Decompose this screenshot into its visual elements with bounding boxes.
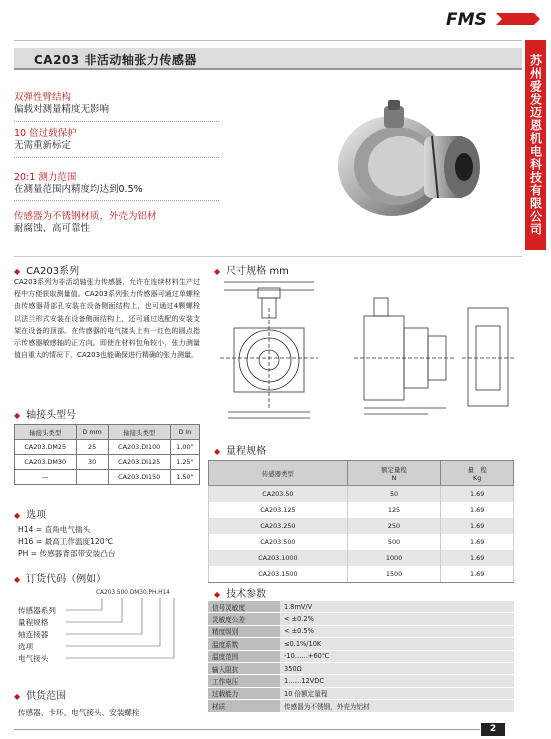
front-view bbox=[220, 282, 318, 418]
table-cell: 1.00" bbox=[170, 440, 199, 455]
page-title: CA203 非活动轴张力传感器 bbox=[34, 53, 197, 67]
table-cell: 125 bbox=[347, 502, 441, 518]
bullet-marker: ◆ bbox=[214, 447, 221, 456]
feature-heading: 双弹性臂结构 bbox=[14, 92, 72, 103]
param-value: < ±0.2% bbox=[280, 613, 514, 625]
feature-heading: 传感器为不锈钢材质，外壳为铝材 bbox=[14, 211, 157, 222]
feature-desc: 耐腐蚀、高可靠性 bbox=[14, 223, 91, 234]
series-title: CA203系列 bbox=[26, 266, 80, 277]
param-name: 输入阻抗 bbox=[208, 662, 280, 674]
series-description: CA203系列为非活动轴张力传感器，允许在连续材料生产过程中方便获取测量值。CA203系列张力传感器可通过单螺栓由传感器背部孔安装在设备侧面结构上，也可通过4颗螺栓以法兰形式安装在设备侧面结构上，还可通过选配的安装支架在设备的顶部。在传感器的电气接头上有一红色的圆点指示传感器敏感轴的正方向。即使在材料包角较小，张力测量值自重大的情况下，CA203也能确保进行精确的张力测量。 bbox=[14, 278, 200, 360]
feature-4 bbox=[14, 211, 157, 235]
page-number: 2 bbox=[481, 723, 505, 736]
shaft-title: 轴接头型号 bbox=[26, 410, 77, 421]
supply-title: 供货范围 bbox=[26, 691, 67, 702]
param-name: 精度级别 bbox=[208, 625, 280, 637]
tech-heading bbox=[214, 585, 266, 600]
table-cell: 1.69 bbox=[441, 502, 514, 518]
column-header: 量 程 Kg bbox=[441, 461, 514, 486]
table-cell: 1.69 bbox=[441, 550, 514, 566]
table-cell: 1.50" bbox=[170, 470, 199, 485]
table-row bbox=[208, 638, 514, 650]
table-row bbox=[209, 566, 514, 583]
order-label: 轴连接器 bbox=[18, 630, 49, 639]
table-row bbox=[208, 662, 514, 674]
options-heading bbox=[14, 506, 46, 521]
table-cell: CA203.DM25 bbox=[15, 440, 77, 455]
option-item: H14 = 直角电气插头 bbox=[18, 525, 91, 534]
feature-heading: 10 倍过载保护 bbox=[14, 128, 77, 139]
tech-table bbox=[208, 601, 514, 713]
table-cell: CA203.DI125 bbox=[108, 455, 170, 470]
range-table bbox=[208, 460, 514, 583]
order-label: 选项 bbox=[18, 642, 34, 651]
range-title: 量程规格 bbox=[226, 446, 267, 457]
feature-divider bbox=[14, 200, 219, 201]
table-cell: 1000 bbox=[347, 550, 441, 566]
feature-heading: 20:1 测力范围 bbox=[14, 172, 77, 183]
table-cell: 1.69 bbox=[441, 518, 514, 534]
table-row bbox=[208, 613, 514, 625]
param-value: < ±0.5% bbox=[280, 625, 514, 637]
series-heading bbox=[14, 262, 79, 277]
shaft-heading bbox=[14, 406, 76, 421]
table-cell: CA203.1000 bbox=[209, 550, 348, 566]
param-name: 工作电压 bbox=[208, 675, 280, 687]
option-item: H16 = 最高工作温度120℃ bbox=[18, 537, 114, 546]
feature-divider bbox=[14, 157, 219, 158]
table-cell: CA203.DM30 bbox=[15, 455, 77, 470]
bullet-marker: ◆ bbox=[14, 411, 21, 420]
fms-logo bbox=[446, 8, 542, 30]
param-name: 温度系数 bbox=[208, 638, 280, 650]
feature-desc: 在测量范围内精度均达到0.5% bbox=[14, 184, 143, 195]
table-row bbox=[209, 550, 514, 566]
param-value: 传感器为不锈钢，外壳为铝材 bbox=[280, 700, 514, 712]
table-cell: 30 bbox=[76, 455, 108, 470]
order-label: 量程规格 bbox=[18, 618, 49, 627]
column-header: 轴接头类型 bbox=[15, 425, 77, 440]
table-row bbox=[15, 440, 200, 455]
table-cell: 50 bbox=[347, 486, 441, 503]
table-cell: CA203.125 bbox=[209, 502, 348, 518]
table-row bbox=[208, 700, 514, 712]
shaft-table bbox=[14, 424, 200, 485]
order-code-example: CA203.500.DM30.PH.H14 bbox=[96, 590, 170, 596]
section-divider bbox=[14, 256, 522, 257]
feature-3 bbox=[14, 172, 143, 196]
fms-logo-text: FMS bbox=[446, 10, 487, 30]
order-label: 传感器系列 bbox=[18, 606, 56, 615]
feature-2 bbox=[14, 128, 77, 152]
dimension-drawing bbox=[214, 278, 518, 424]
supply-heading bbox=[14, 687, 66, 702]
table-cell: 1.69 bbox=[441, 534, 514, 550]
param-value: 350Ω bbox=[280, 662, 514, 674]
table-row bbox=[208, 650, 514, 662]
table-cell bbox=[76, 470, 108, 485]
table-row bbox=[15, 455, 200, 470]
top-divider bbox=[14, 40, 522, 41]
table-cell: CA203.DI100 bbox=[108, 440, 170, 455]
table-cell: CA203.500 bbox=[209, 534, 348, 550]
table-row bbox=[209, 518, 514, 534]
tech-title: 技术参数 bbox=[226, 589, 267, 600]
table-row bbox=[208, 625, 514, 637]
table-cell: 500 bbox=[347, 534, 441, 550]
param-name: 材质 bbox=[208, 700, 280, 712]
table-cell: 1.25" bbox=[170, 455, 199, 470]
options-title: 选项 bbox=[26, 510, 47, 521]
order-label: 电气接头 bbox=[18, 654, 49, 663]
sensor-photo bbox=[330, 92, 490, 232]
column-header: D mm bbox=[76, 425, 108, 440]
feature-1 bbox=[14, 92, 109, 116]
table-row bbox=[208, 675, 514, 687]
dims-heading bbox=[214, 262, 289, 277]
column-header: 轴接头类型 bbox=[108, 425, 170, 440]
param-value: ≤0.1%/10K bbox=[280, 638, 514, 650]
range-heading bbox=[214, 442, 266, 457]
table-row bbox=[15, 470, 200, 485]
param-value: 10 倍额定量程 bbox=[280, 687, 514, 699]
table-cell: 1.69 bbox=[441, 566, 514, 583]
table-cell: CA203.DI150 bbox=[108, 470, 170, 485]
right-view bbox=[462, 308, 514, 406]
table-cell: 1.69 bbox=[441, 486, 514, 503]
param-value: 1……12VDC bbox=[280, 675, 514, 687]
table-row bbox=[209, 502, 514, 518]
option-item: PH = 传感器背部带安装凸台 bbox=[18, 549, 116, 558]
feature-desc: 偏载对测量精度无影响 bbox=[14, 104, 110, 115]
table-cell: 250 bbox=[347, 518, 441, 534]
feature-desc: 无需重新标定 bbox=[14, 140, 72, 151]
shaft-table-header bbox=[15, 425, 200, 440]
param-name: 灵敏度公差 bbox=[208, 613, 280, 625]
column-header: 额定量程 N bbox=[347, 461, 441, 486]
table-cell: — bbox=[15, 470, 77, 485]
side-view bbox=[354, 298, 454, 414]
bullet-marker: ◆ bbox=[14, 575, 21, 584]
table-cell: 1500 bbox=[347, 566, 441, 583]
range-table-header bbox=[209, 461, 514, 486]
bullet-marker: ◆ bbox=[214, 590, 221, 599]
column-header: 传感器类型 bbox=[209, 461, 348, 486]
param-name: 过载能力 bbox=[208, 687, 280, 699]
param-value: -10……+60℃ bbox=[280, 650, 514, 662]
bullet-marker: ◆ bbox=[14, 692, 21, 701]
table-cell: 25 bbox=[76, 440, 108, 455]
table-cell: CA203.250 bbox=[209, 518, 348, 534]
bullet-marker: ◆ bbox=[214, 267, 221, 276]
table-row bbox=[209, 486, 514, 503]
table-row bbox=[208, 601, 514, 613]
param-name: 信号灵敏度 bbox=[208, 601, 280, 613]
company-sidebar: 苏州爱发迈恩机电科技有限公司 bbox=[525, 40, 546, 250]
column-header: D in bbox=[170, 425, 199, 440]
feature-divider bbox=[14, 121, 219, 122]
table-row bbox=[208, 687, 514, 699]
param-name: 温度范围 bbox=[208, 650, 280, 662]
table-row bbox=[209, 534, 514, 550]
order-heading bbox=[14, 570, 106, 585]
bullet-marker: ◆ bbox=[14, 511, 21, 520]
bullet-marker: ◆ bbox=[14, 267, 21, 276]
param-value: 1.8mV/V bbox=[280, 601, 514, 613]
dims-title: 尺寸规格 mm bbox=[226, 266, 289, 277]
footer-divider bbox=[14, 729, 480, 730]
table-cell: CA203.1500 bbox=[209, 566, 348, 583]
order-code-leaders bbox=[60, 598, 190, 670]
table-cell: CA203.50 bbox=[209, 486, 348, 503]
order-title: 订货代码（例如） bbox=[26, 574, 107, 585]
supply-text: 传感器、卡环、电气接头、安装螺栓 bbox=[18, 708, 140, 717]
